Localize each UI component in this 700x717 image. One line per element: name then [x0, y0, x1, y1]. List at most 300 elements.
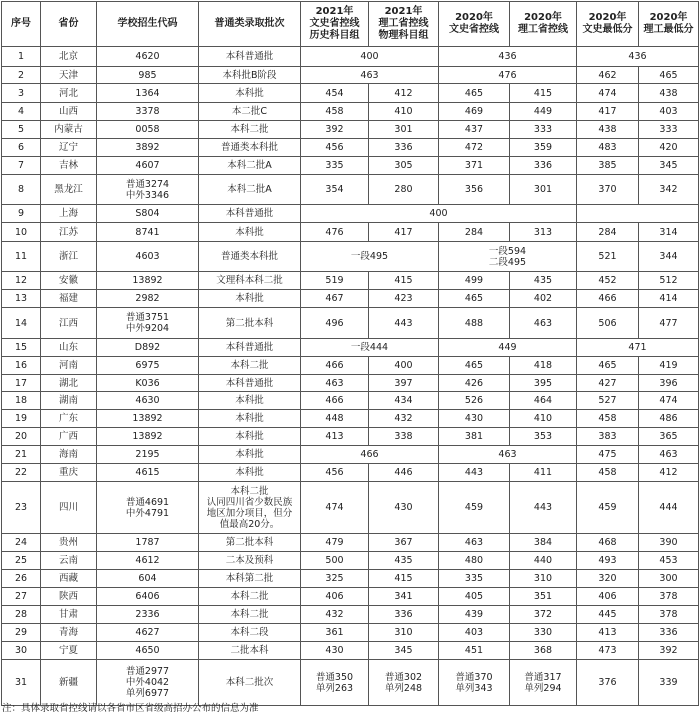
table-cell: 604 [97, 570, 199, 588]
table-body [2, 47, 699, 706]
table-cell: 23 [2, 482, 41, 534]
table-cell: 403 [439, 624, 510, 642]
table-cell: 463 [639, 446, 699, 464]
table-row [2, 446, 699, 464]
table-cell: 本科普通批 [199, 47, 301, 67]
table-cell: 314 [639, 223, 699, 242]
table-cell: 二批本科 [199, 642, 301, 660]
table-cell: 436 [439, 47, 577, 67]
table-cell: 本科二批 认同四川省少数民族 地区加分项目，但分 值最高20分。 [199, 482, 301, 534]
table-cell: 文理科本科二批 [199, 272, 301, 290]
table-cell: 21 [2, 446, 41, 464]
table-row [2, 534, 699, 552]
table-cell: 8741 [97, 223, 199, 242]
table-cell: 2195 [97, 446, 199, 464]
table-row [2, 588, 699, 606]
header-row [2, 2, 699, 47]
table-cell: 海南 [41, 446, 97, 464]
table-cell: 284 [439, 223, 510, 242]
table-cell: 29 [2, 624, 41, 642]
table-cell: 二本及预科 [199, 552, 301, 570]
table-cell: 301 [369, 121, 439, 139]
table-cell: 本科批 [199, 428, 301, 446]
table-cell: 445 [577, 606, 639, 624]
table-cell: 本科第二批 [199, 570, 301, 588]
column-header: 2020年 理工最低分 [639, 2, 699, 47]
column-header: 2021年 文史省控线 历史科目组 [301, 2, 369, 47]
table-cell: 安徽 [41, 272, 97, 290]
table-cell: 385 [577, 157, 639, 175]
table-row [2, 642, 699, 660]
table-cell: 414 [639, 290, 699, 308]
table-cell: 449 [510, 103, 577, 121]
table-cell: 400 [301, 47, 439, 67]
table-cell: 9 [2, 205, 41, 223]
table-cell: 305 [369, 157, 439, 175]
table-cell: 474 [577, 84, 639, 103]
table-cell: 普通类本科批 [199, 139, 301, 157]
table-cell: 28 [2, 606, 41, 624]
table-row [2, 410, 699, 428]
table-cell: 4612 [97, 552, 199, 570]
table-cell: 417 [577, 103, 639, 121]
table-cell: 336 [639, 624, 699, 642]
table-row [2, 482, 699, 534]
table-cell: 336 [510, 157, 577, 175]
table-cell: 452 [577, 272, 639, 290]
table-cell: 13 [2, 290, 41, 308]
table-cell: 本科二批 [199, 121, 301, 139]
table-cell: 512 [639, 272, 699, 290]
table-cell: 486 [639, 410, 699, 428]
table-cell: 463 [510, 308, 577, 339]
table-cell: 453 [639, 552, 699, 570]
table-cell: 3 [2, 84, 41, 103]
table-cell: 415 [510, 84, 577, 103]
table-row [2, 375, 699, 392]
table-cell: 402 [510, 290, 577, 308]
column-header: 序号 [2, 2, 41, 47]
table-cell: 新疆 [41, 660, 97, 706]
table-cell: 普通370 单列343 [439, 660, 510, 706]
table-cell: 397 [369, 375, 439, 392]
table-cell: 493 [577, 552, 639, 570]
table-row [2, 157, 699, 175]
table-cell: 519 [301, 272, 369, 290]
table-cell: 4615 [97, 464, 199, 482]
table-cell: 376 [577, 660, 639, 706]
table-cell: 400 [301, 205, 577, 223]
table-cell: 466 [301, 392, 369, 410]
table-cell: 2336 [97, 606, 199, 624]
table-cell: 395 [510, 375, 577, 392]
table-cell: 6 [2, 139, 41, 157]
table-cell: 西藏 [41, 570, 97, 588]
table-cell: 普通4691 中外4791 [97, 482, 199, 534]
table-cell: 500 [301, 552, 369, 570]
table-cell: 459 [439, 482, 510, 534]
table-cell: 451 [439, 642, 510, 660]
table-cell: 411 [510, 464, 577, 482]
table-cell: 300 [639, 570, 699, 588]
table-cell: 14 [2, 308, 41, 339]
table-cell: 392 [639, 642, 699, 660]
table-cell: 第二批本科 [199, 534, 301, 552]
table-cell: 一段495 [301, 242, 439, 272]
table-cell: 湖南 [41, 392, 97, 410]
table-cell: 吉林 [41, 157, 97, 175]
table-cell: 361 [301, 624, 369, 642]
table-row [2, 272, 699, 290]
table-cell: 463 [301, 67, 439, 84]
table-row [2, 392, 699, 410]
table-cell: 1364 [97, 84, 199, 103]
table-cell: 310 [369, 624, 439, 642]
table-cell: 477 [639, 308, 699, 339]
table-cell: 439 [439, 606, 510, 624]
table-cell: 506 [577, 308, 639, 339]
table-cell: 436 [577, 47, 699, 67]
table-cell: 3378 [97, 103, 199, 121]
table-cell: 11 [2, 242, 41, 272]
table-cell: 432 [369, 410, 439, 428]
table-cell: 贵州 [41, 534, 97, 552]
table-cell: 1 [2, 47, 41, 67]
table-cell: 本科批 [199, 84, 301, 103]
table-cell: 406 [577, 588, 639, 606]
table-cell: 338 [369, 428, 439, 446]
table-cell: 320 [577, 570, 639, 588]
table-cell: 本科二批 [199, 606, 301, 624]
table-cell: 一段444 [301, 339, 439, 357]
table-cell: 466 [301, 357, 369, 375]
table-cell: 521 [577, 242, 639, 272]
table-cell: 335 [301, 157, 369, 175]
table-cell: 22 [2, 464, 41, 482]
table-cell: 本科普通批 [199, 339, 301, 357]
table-cell: 第二批本科 [199, 308, 301, 339]
table-cell: 419 [639, 357, 699, 375]
column-header: 2020年 文史最低分 [577, 2, 639, 47]
table-cell: 365 [639, 428, 699, 446]
table-cell: 465 [639, 67, 699, 84]
table-cell: 480 [439, 552, 510, 570]
table-row [2, 308, 699, 339]
table-cell: 459 [577, 482, 639, 534]
table-cell: 405 [439, 588, 510, 606]
table-cell: 443 [439, 464, 510, 482]
table-row [2, 552, 699, 570]
table-cell: 325 [301, 570, 369, 588]
table-cell: 392 [301, 121, 369, 139]
column-header: 2020年 理工省控线 [510, 2, 577, 47]
table-row [2, 175, 699, 205]
table-cell: 2982 [97, 290, 199, 308]
table-cell: 宁夏 [41, 642, 97, 660]
table-cell: 天津 [41, 67, 97, 84]
table-cell: 415 [369, 272, 439, 290]
table-cell: 458 [577, 464, 639, 482]
table-cell: 430 [301, 642, 369, 660]
table-row [2, 660, 699, 706]
table-cell: 342 [639, 175, 699, 205]
table-cell: 4 [2, 103, 41, 121]
table-cell: 479 [301, 534, 369, 552]
table-cell: 普通350 单列263 [301, 660, 369, 706]
table-row [2, 84, 699, 103]
table-cell: 427 [577, 375, 639, 392]
table-cell: 483 [577, 139, 639, 157]
table-cell: 985 [97, 67, 199, 84]
table-cell: 462 [577, 67, 639, 84]
table-cell: 江苏 [41, 223, 97, 242]
table-cell: 403 [639, 103, 699, 121]
table-cell: 16 [2, 357, 41, 375]
table-cell: 430 [369, 482, 439, 534]
table-cell: 463 [439, 446, 577, 464]
table-cell: 一段594 二段495 [439, 242, 577, 272]
table-cell: 北京 [41, 47, 97, 67]
table-cell: 17 [2, 375, 41, 392]
table-cell: 456 [301, 464, 369, 482]
table-cell: 464 [510, 392, 577, 410]
table-cell: 488 [439, 308, 510, 339]
table-cell: 浙江 [41, 242, 97, 272]
table-cell: 本科批 [199, 223, 301, 242]
table-cell: 普通3751 中外9204 [97, 308, 199, 339]
table-cell: 381 [439, 428, 510, 446]
table-cell: 1787 [97, 534, 199, 552]
table-cell: 10 [2, 223, 41, 242]
table-cell: 福建 [41, 290, 97, 308]
table-cell: 普通3274 中外3346 [97, 175, 199, 205]
table-cell: 345 [639, 157, 699, 175]
column-header: 普通类录取批次 [199, 2, 301, 47]
column-header: 省份 [41, 2, 97, 47]
table-cell: 330 [510, 624, 577, 642]
table-cell: 406 [301, 588, 369, 606]
table-cell: 370 [577, 175, 639, 205]
column-header: 2021年 理工省控线 物理科目组 [369, 2, 439, 47]
table-cell: 广西 [41, 428, 97, 446]
table-cell: 黑龙江 [41, 175, 97, 205]
table-row [2, 357, 699, 375]
table-cell: 普通2977 中外4042 单列6977 [97, 660, 199, 706]
table-cell: 390 [639, 534, 699, 552]
table-cell: 527 [577, 392, 639, 410]
table-cell: 526 [439, 392, 510, 410]
table-row [2, 205, 699, 223]
table-cell: 435 [369, 552, 439, 570]
table-cell: 356 [439, 175, 510, 205]
table-cell: 本科二批 [199, 588, 301, 606]
table-cell: 河北 [41, 84, 97, 103]
table-cell: 上海 [41, 205, 97, 223]
table-cell: 普通类本科批 [199, 242, 301, 272]
table-cell: 8 [2, 175, 41, 205]
table-cell: 6975 [97, 357, 199, 375]
table-cell: 本科二批A [199, 175, 301, 205]
table-cell: 341 [369, 588, 439, 606]
table-cell: 449 [439, 339, 577, 357]
table-cell: 466 [301, 446, 439, 464]
table-cell: 4650 [97, 642, 199, 660]
table-row [2, 464, 699, 482]
table-cell: 466 [577, 290, 639, 308]
table-cell: 24 [2, 534, 41, 552]
footnote: 注：具体录取省控线请以各省市区省级高招办公布的信息为准 [2, 703, 259, 714]
table-cell: 青海 [41, 624, 97, 642]
table-cell: 396 [639, 375, 699, 392]
table-cell: 5 [2, 121, 41, 139]
table-cell: 13892 [97, 410, 199, 428]
table-cell: 336 [369, 606, 439, 624]
table-cell: 378 [639, 606, 699, 624]
table-cell: 420 [639, 139, 699, 157]
table-cell: 本科二批次 [199, 660, 301, 706]
table-cell: D892 [97, 339, 199, 357]
table-cell: 26 [2, 570, 41, 588]
table-cell: 本科批 [199, 464, 301, 482]
table-cell: 432 [301, 606, 369, 624]
table-row [2, 624, 699, 642]
table-cell: 普通317 单列294 [510, 660, 577, 706]
table-cell: 18 [2, 392, 41, 410]
table-cell: 江西 [41, 308, 97, 339]
table-cell: 本科二段 [199, 624, 301, 642]
table-cell: 284 [577, 223, 639, 242]
table-cell: 本科普通批 [199, 205, 301, 223]
table-cell: 31 [2, 660, 41, 706]
table-cell: 333 [639, 121, 699, 139]
table-cell: 410 [369, 103, 439, 121]
table-cell: 甘肃 [41, 606, 97, 624]
table-row [2, 428, 699, 446]
table-cell: 474 [301, 482, 369, 534]
table-cell: 443 [369, 308, 439, 339]
table-cell: 280 [369, 175, 439, 205]
table-cell: 本科批B阶段 [199, 67, 301, 84]
table-cell: 383 [577, 428, 639, 446]
table-cell: 438 [577, 121, 639, 139]
table-cell: 山东 [41, 339, 97, 357]
table-cell: 本二批C [199, 103, 301, 121]
table-cell: 本科二批A [199, 157, 301, 175]
table-cell: 4603 [97, 242, 199, 272]
table-cell: 443 [510, 482, 577, 534]
table-cell: 476 [301, 223, 369, 242]
table-cell: 4627 [97, 624, 199, 642]
table-cell: 19 [2, 410, 41, 428]
table-cell: 0058 [97, 121, 199, 139]
table-cell: 本科二批 [199, 357, 301, 375]
table-cell: 301 [510, 175, 577, 205]
table-cell: 440 [510, 552, 577, 570]
table-cell: 465 [439, 290, 510, 308]
table-cell: 359 [510, 139, 577, 157]
table-cell: 3892 [97, 139, 199, 157]
table-cell: 448 [301, 410, 369, 428]
table-cell: 472 [439, 139, 510, 157]
table-cell: 418 [510, 357, 577, 375]
table-cell: 12 [2, 272, 41, 290]
table-cell: 465 [577, 357, 639, 375]
column-header: 学校招生代码 [97, 2, 199, 47]
table-row [2, 139, 699, 157]
table-cell: 412 [369, 84, 439, 103]
table-cell: 333 [510, 121, 577, 139]
table-row [2, 47, 699, 67]
table-cell: 423 [369, 290, 439, 308]
table-cell: 7 [2, 157, 41, 175]
table-row [2, 242, 699, 272]
table-cell: 456 [301, 139, 369, 157]
table-cell: 434 [369, 392, 439, 410]
table-cell: 465 [439, 357, 510, 375]
table-cell: 310 [510, 570, 577, 588]
table-row [2, 339, 699, 357]
table-cell: 463 [301, 375, 369, 392]
table-cell: 云南 [41, 552, 97, 570]
admission-scores-table [1, 1, 699, 706]
table-cell: 313 [510, 223, 577, 242]
table-cell: 河南 [41, 357, 97, 375]
table-cell: 4607 [97, 157, 199, 175]
table-cell: 13892 [97, 272, 199, 290]
table-cell: 384 [510, 534, 577, 552]
table-cell: 内蒙古 [41, 121, 97, 139]
table-cell: 410 [510, 410, 577, 428]
table-cell: 山西 [41, 103, 97, 121]
table-cell: 415 [369, 570, 439, 588]
table-cell: 446 [369, 464, 439, 482]
table-cell: 4620 [97, 47, 199, 67]
table-cell: 344 [639, 242, 699, 272]
table-row [2, 223, 699, 242]
table-cell: 30 [2, 642, 41, 660]
table-row [2, 290, 699, 308]
table-cell: 广东 [41, 410, 97, 428]
table-cell: 430 [439, 410, 510, 428]
table-cell: 本科批 [199, 392, 301, 410]
table-cell: 4630 [97, 392, 199, 410]
table-cell: 469 [439, 103, 510, 121]
table-cell: 400 [369, 357, 439, 375]
table-cell: 13892 [97, 428, 199, 446]
table-cell: 463 [439, 534, 510, 552]
table-cell: 336 [369, 139, 439, 157]
table-cell: 6406 [97, 588, 199, 606]
table-cell: 378 [639, 588, 699, 606]
table-cell [577, 205, 699, 223]
table-cell: 367 [369, 534, 439, 552]
table-row [2, 570, 699, 588]
table-cell: 351 [510, 588, 577, 606]
table-cell: 335 [439, 570, 510, 588]
table-cell: 27 [2, 588, 41, 606]
table-cell: 412 [639, 464, 699, 482]
table-cell: 417 [369, 223, 439, 242]
table-cell: 20 [2, 428, 41, 446]
table-cell: S804 [97, 205, 199, 223]
column-header: 2020年 文史省控线 [439, 2, 510, 47]
table-header [2, 2, 699, 47]
table-cell: 本科批 [199, 290, 301, 308]
table-cell: 湖北 [41, 375, 97, 392]
table-cell: 471 [577, 339, 699, 357]
table-cell: 339 [639, 660, 699, 706]
table-cell: K036 [97, 375, 199, 392]
